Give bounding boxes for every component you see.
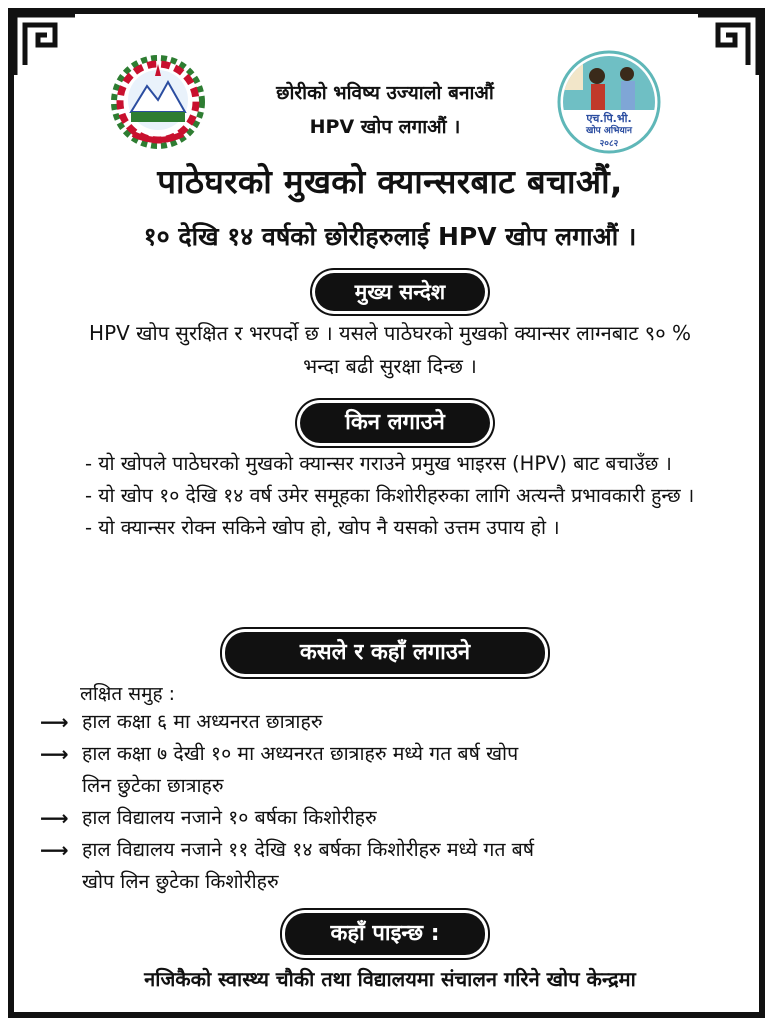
arrow-right-icon: ⟶	[40, 710, 69, 734]
slogan-block	[220, 76, 550, 144]
target-group-text: हाल विद्यालय नजाने ११ देखि १४ बर्षका किशोरीहरु मध्ये गत बर्ष	[82, 838, 535, 861]
target-group-text: हाल कक्षा ७ देखी १० मा अध्यनरत छात्राहरु मध्ये गत बर्ष खोप	[82, 742, 519, 765]
arrow-right-icon: ⟶	[40, 742, 69, 766]
who-where-heading: कसले र कहाँ लगाउने	[225, 632, 545, 674]
slogan-line-2: HPV खोप लगाऔं ।	[309, 116, 461, 138]
why-item: - यो खोपले पाठेघरको मुखको क्यान्सर गराउने प्रमुख भाइरस (HPV) बाट बचाउँछ ।	[85, 452, 672, 475]
greek-key-corner-icon	[10, 10, 80, 80]
target-group-item	[40, 802, 740, 834]
nepal-emblem-icon	[103, 50, 213, 150]
why-list	[85, 448, 735, 544]
where-text: नजिकैको स्वास्थ्य चौकी तथा विद्यालयमा संचालन गरिने खोप केन्द्रमा	[144, 967, 636, 991]
why-heading: किन लगाउने	[300, 403, 490, 443]
target-group-item	[40, 834, 740, 866]
logo-line-1: एच.पि.भी.	[586, 112, 632, 125]
main-message-heading: मुख्य सन्देश	[315, 273, 485, 311]
main-headline: पाठेघरको मुखको क्यान्सरबाट बचाऔं,	[157, 162, 623, 201]
target-group-continuation: खोप लिन छुटेका किशोरीहरु	[82, 870, 279, 893]
greek-key-corner-icon	[693, 10, 763, 80]
logo-line-3: २०८२	[599, 139, 619, 149]
target-group-text: हाल विद्यालय नजाने १० बर्षका किशोरीहरु	[82, 806, 377, 829]
target-group-text: हाल कक्षा ६ मा अध्यनरत छात्राहरु	[82, 710, 323, 733]
where-heading: कहाँ पाइन्छ :	[285, 913, 485, 955]
target-group-list	[40, 706, 740, 898]
target-group-item	[40, 706, 740, 738]
hpv-campaign-logo-icon	[553, 50, 665, 155]
slogan-line-1: छोरीको भविष्य उज्यालो बनाऔं	[276, 82, 494, 104]
target-group-item	[40, 738, 740, 770]
main-message-text: HPV खोप सुरक्षित र भरपर्दो छ । यसले पाठेघरको मुखको क्यान्सर लाग्नबाट ९० % भन्दा बढी सुरक्षा दिन्छ ।	[89, 321, 691, 378]
target-group-continuation: लिन छुटेका छात्राहरु	[82, 774, 224, 797]
target-group-label: लक्षित समुह :	[80, 683, 176, 705]
arrow-right-icon: ⟶	[40, 806, 69, 830]
arrow-right-icon: ⟶	[40, 838, 69, 862]
logo-line-2: खोप अभियान	[585, 126, 633, 136]
why-item: - यो खोप १० देखि १४ वर्ष उमेर समूहका किशोरीहरुका लागि अत्यन्तै प्रभावकारी हुन्छ ।	[85, 484, 695, 507]
sub-headline: १० देखि १४ वर्षको छोरीहरुलाई HPV खोप लगाऔं ।	[143, 222, 637, 251]
why-item: - यो क्यान्सर रोक्न सकिने खोप हो, खोप नै यसको उत्तम उपाय हो ।	[85, 516, 560, 539]
